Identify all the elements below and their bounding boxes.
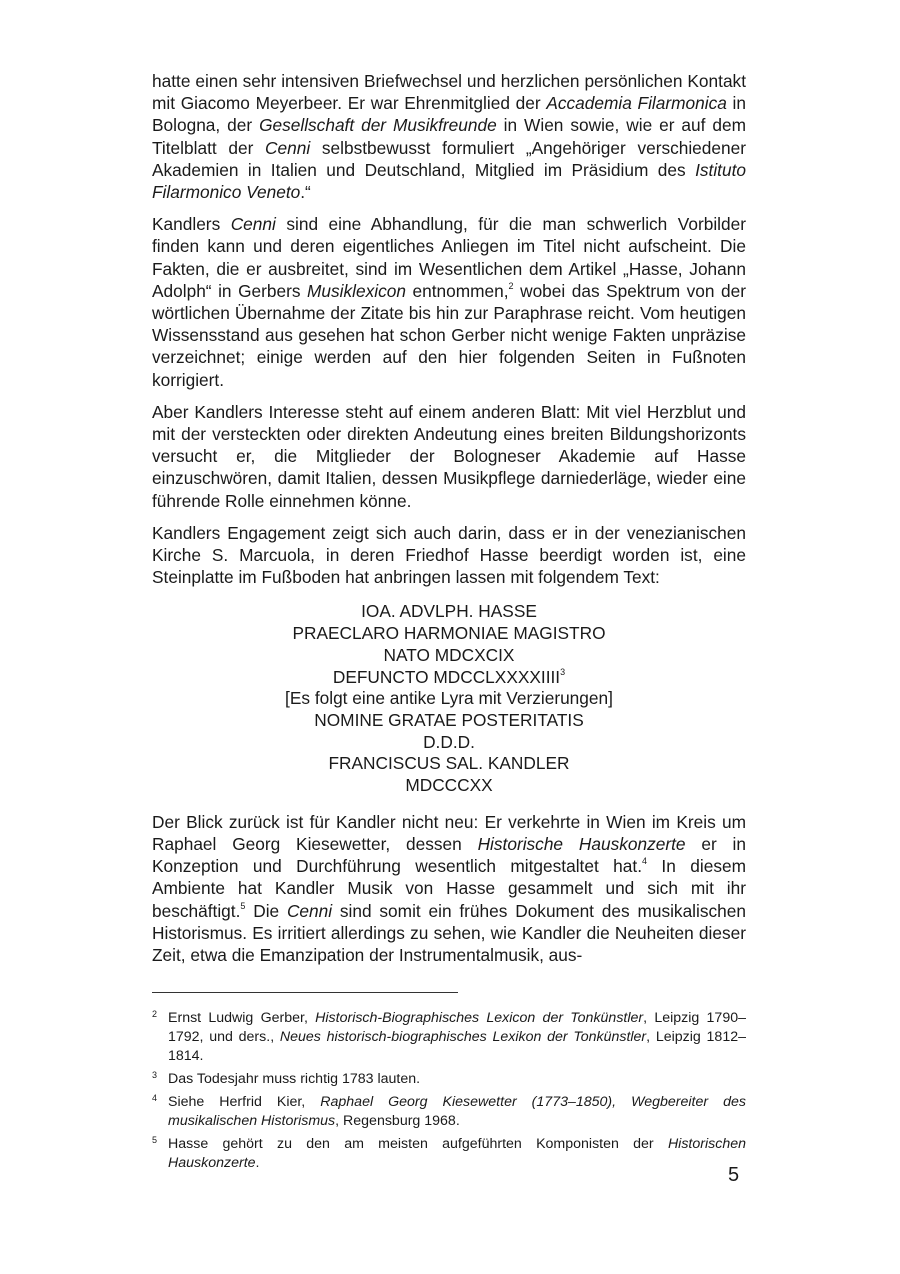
italic-text: Cenni (265, 137, 311, 158)
paragraph (152, 401, 746, 512)
italic-text: Cenni (286, 900, 333, 921)
text-run: Ernst Ludwig Gerber, (168, 1010, 316, 1027)
inscription-line: NATO MDCXCIX (383, 644, 515, 665)
text-run: , Leipzig 1812–1814. (168, 1029, 746, 1065)
footnote-ref: 3 (560, 666, 566, 677)
footnote-text (168, 1094, 746, 1129)
footnote-text (168, 1136, 746, 1171)
text-run: .“ (300, 182, 311, 203)
inscription-line: D.D.D. (423, 731, 475, 752)
inscription-line (152, 667, 746, 689)
body-text (152, 70, 746, 966)
paragraph (152, 213, 746, 391)
footnote-divider (152, 992, 458, 993)
footnote-text (168, 1010, 746, 1064)
text-run: hatte einen sehr intensiven Briefwechsel und herzlichen persönlichen Kontakt mit Giacomo Meyerbeer. Er war Ehrenmitglied der (152, 71, 746, 114)
footnote-text (168, 1071, 420, 1087)
paragraph (152, 70, 746, 203)
text-run: . (255, 1155, 260, 1172)
text-run: sind eine Abhandlung, für die man schwerlich Vorbilder finden kann und deren eigentliches Anliegen im Titel nicht aufscheint. Die Fakten, die er ausbreitet, sind im Wesentlichen dem Artikel „Hasse, Johann Adolph“ in Gerbers (152, 214, 746, 301)
italic-text: Cenni (230, 214, 276, 235)
italic-text: Accademia Filarmonica (546, 93, 727, 114)
inscription-line: FRANCISCUS SAL. KANDLER (328, 753, 570, 774)
text-run: , Regensburg 1968. (335, 1113, 460, 1130)
footnote (152, 1093, 746, 1131)
footnote-number: 3 (152, 1070, 158, 1081)
footnote-number: 5 (152, 1135, 158, 1146)
inscription-text: DEFUNCTO MDCCLXXXXIIII (332, 666, 561, 687)
text-run: Die (245, 900, 287, 921)
inscription (152, 601, 746, 796)
italic-text: Gesellschaft der Musikfreunde (259, 115, 497, 136)
text-run: Kandlers (152, 214, 231, 235)
text-run: Siehe Herfrid Kier, (168, 1094, 321, 1111)
text-run: selbstbewusst formuliert „Angehöriger verschiedener Akademien in Italien und Deutschland, Mitglied im Präsidium des (152, 137, 746, 180)
paragraph (152, 522, 746, 589)
italic-text: Historischen Hauskonzerte (168, 1136, 746, 1172)
footnote-ref: 4 (642, 856, 648, 867)
footnote-number: 2 (152, 1009, 158, 1020)
italic-text: Raphael Georg Kiesewetter (1773–1850), Wegbereiter des musikalischen Historismus (168, 1094, 746, 1130)
text-run: Das Todesjahr muss richtig 1783 lauten. (168, 1071, 421, 1088)
page-number: 5 (728, 1164, 740, 1186)
inscription-line: IOA. ADVLPH. HASSE (361, 601, 537, 622)
footnote (152, 1135, 746, 1173)
text-run: Der Blick zurück ist für Kandler nicht neu: Er verkehrte in Wien im Kreis um Raphael Georg Kiesewetter, dessen (152, 811, 746, 854)
footnote (152, 1070, 746, 1089)
italic-text: Historische Hauskonzerte (477, 834, 686, 854)
text-run: er in Konzeption und Durchführung wesentlich mitgestaltet hat. (152, 834, 746, 877)
text-run: , Leipzig 1790–1792, und ders., (168, 1010, 746, 1046)
footnote-ref: 2 (508, 281, 514, 292)
inscription-line: [Es folgt eine antike Lyra mit Verzierungen] (285, 688, 613, 709)
text-run: Kandlers Engagement zeigt sich auch darin, dass er in der venezianischen Kirche S. Marcuola, in deren Friedhof Hasse beerdigt worden ist, eine Steinplatte im Fußboden hat anbringen lassen mit folgendem Text: (152, 522, 746, 588)
footnote-ref: 5 (240, 900, 246, 911)
italic-text: Neues historisch-biographisches Lexikon der Tonkünstler (279, 1029, 647, 1046)
inscription-line: NOMINE GRATAE POSTERITATIS (314, 709, 584, 730)
inscription-line: MDCCCXX (405, 775, 493, 796)
text-run: sind somit ein frühes Dokument des musikalischen Historismus. Es irritiert allerdings zu sehen, wie Kandler die Neuheiten dieser Zeit, etwa die Emanzipation der Instrumentalmusik, aus- (152, 900, 746, 966)
text-run: Hasse gehört zu den am meisten aufgeführten Komponisten der (168, 1136, 668, 1153)
inscription-line: PRAECLARO HARMONIAE MAGISTRO (292, 623, 606, 644)
paragraph (152, 811, 746, 966)
text-run: in Wien sowie, wie er auf dem Titelblatt der (152, 115, 746, 158)
footnote (152, 1009, 746, 1066)
text-run: entnommen, (405, 280, 509, 301)
italic-text: Musiklexicon (307, 280, 406, 301)
footnote-number: 4 (152, 1093, 158, 1104)
italic-text: Historisch-Biographisches Lexicon der Tonkünstler (315, 1010, 644, 1027)
text-run: In diesem Ambiente hat Kandler Musik von Hasse gesammelt und sich mit ihr beschäftigt. (152, 856, 746, 921)
footnotes (152, 1009, 746, 1173)
text-run: wobei das Spektrum von der wörtlichen Übernahme der Zitate bis hin zur Paraphrase reicht. Vom heutigen Wissensstand aus gesehen hat schon Gerber nicht wenige Fakten unpräzise verzeichnet; einige werden auf den hier folgenden Seiten in Fußnoten korrigiert. (152, 280, 746, 390)
page-content (152, 70, 746, 1177)
italic-text: Istituto Filarmonico Veneto (152, 159, 746, 203)
text-run: Aber Kandlers Interesse steht auf einem anderen Blatt: Mit viel Herzblut und mit der versteckten oder direkten Andeutung eines breiten Bildungshorizonts versucht er, die Mitglieder der Bologneser Akademie auf Hasse einzuschwören, damit Italien, dessen Musikpflege darniederläge, wieder eine führende Rolle einnehmen könne. (152, 401, 746, 511)
text-run: in Bologna, der (152, 93, 746, 136)
